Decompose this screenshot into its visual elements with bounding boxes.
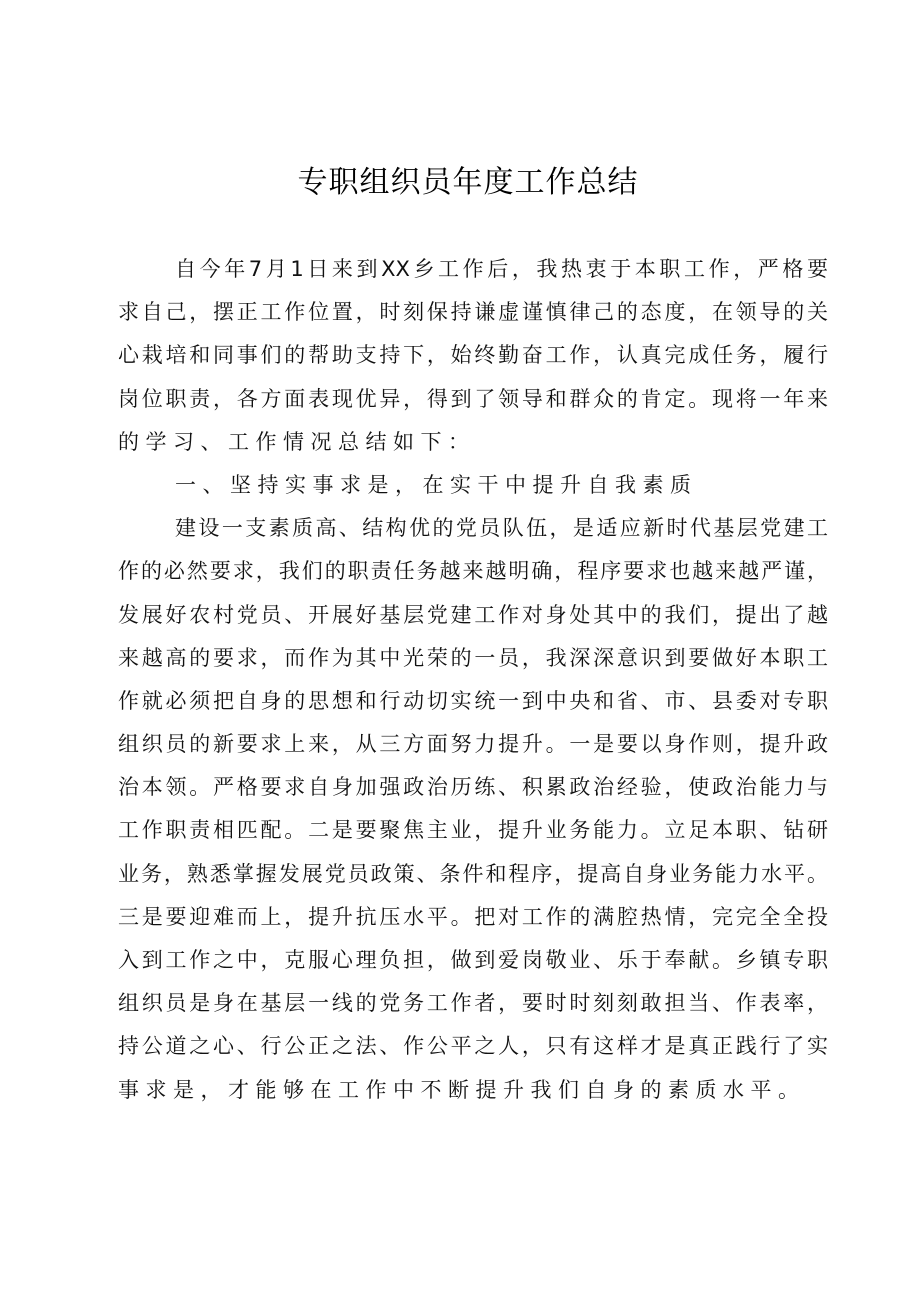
text-line: 入到工作之中，克服心理负担，做到爱岗敬业、乐于奉献。乡镇专职	[118, 948, 828, 972]
text-line: 事求是，才能够在工作中不断提升我们自身的素质水平。	[118, 1077, 806, 1102]
text-line: 作的必然要求，我们的职责任务越来越明确，程序要求也越来越严谨，	[118, 559, 828, 584]
text-line: 求自己，摆正工作位置，时刻保持谦虚谨慎律己的态度，在领导的关	[118, 300, 828, 325]
paragraph	[118, 248, 828, 464]
text-line: 岗位职责，各方面表现优异，得到了领导和群众的肯定。现将一年来	[118, 386, 828, 411]
document-body	[118, 248, 828, 1112]
text-line: 的学习、工作情况总结如下：	[118, 429, 476, 454]
text-line: 来越高的要求，而作为其中光荣的一员，我深深意识到要做好本职工	[118, 645, 828, 670]
text-line: 组织员的新要求上来，从三方面努力提升。一是要以身作则，提升政	[118, 732, 828, 757]
text-line: 治本领。严格要求自身加强政治历练、积累政治经验，使政治能力与	[118, 775, 828, 800]
text-line: 持公道之心、行公正之法、作公平之人，只有这样才是真正践行了实	[118, 1034, 828, 1059]
document-title: 专职组织员年度工作总结	[297, 165, 639, 200]
text-line: 三是要迎难而上，提升抗压水平。把对工作的满腔热情，完完全全投	[118, 904, 828, 929]
text-line: 自今年7月1日来到XX乡工作后，我热衷于本职工作，严格要	[175, 257, 828, 281]
text-line: 工作职责相匹配。二是要聚焦主业，提升业务能力。立足本职、钻研	[118, 818, 828, 843]
text-line: 建设一支素质高、结构优的党员队伍，是适应新时代基层党建工	[175, 516, 828, 541]
text-line: 心栽培和同事们的帮助支持下，始终勤奋工作，认真完成任务，履行	[118, 343, 828, 368]
text-line: 作就必须把自身的思想和行动切实统一到中央和省、市、县委对专职	[118, 688, 828, 713]
paragraph	[118, 507, 828, 1112]
text-line: 发展好农村党员、开展好基层党建工作对身处其中的我们，提出了越	[118, 602, 828, 627]
section-heading	[118, 464, 828, 507]
text-line: 业务，熟悉掌握发展党员政策、条件和程序，提高自身业务能力水平。	[118, 861, 828, 886]
text-line: 一、坚持实事求是，在实干中提升自我素质	[175, 472, 698, 497]
text-line: 组织员是身在基层一线的党务工作者，要时时刻刻敢担当、作表率，	[118, 991, 828, 1016]
